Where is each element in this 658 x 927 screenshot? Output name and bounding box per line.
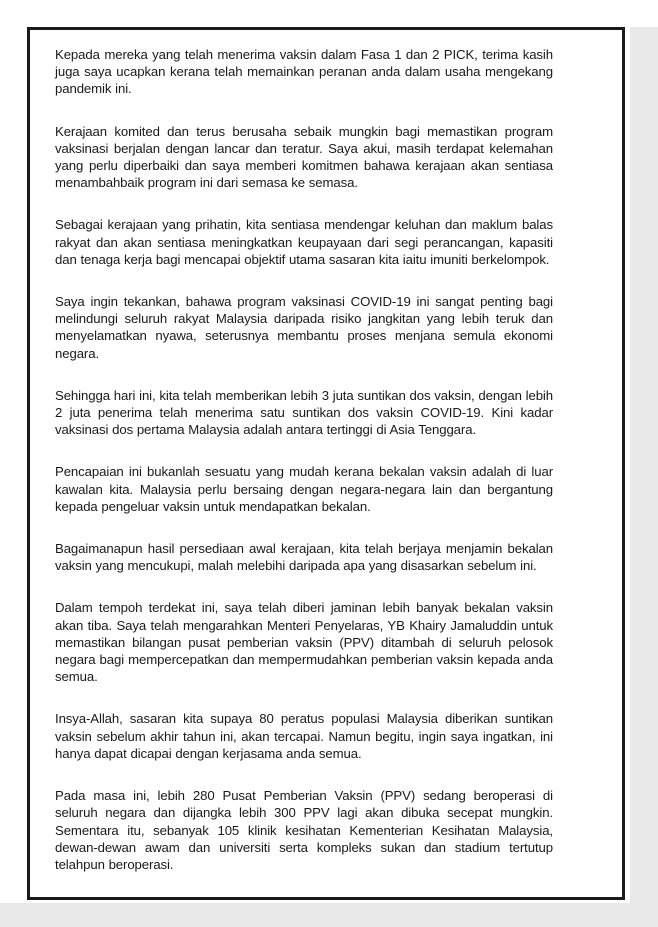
paragraph-7: Bagaimanapun hasil persediaan awal kerajaan, kita telah berjaya menjamin bekalan vaksin yang mencukupi, malah melebihi daripada apa yang disasarkan sebelum ini. bbox=[55, 541, 553, 574]
document-body bbox=[55, 46, 553, 898]
paragraph-2: Kerajaan komited dan terus berusaha sebaik mungkin bagi memastikan program vaksinasi berjalan dengan lancar dan teratur. Saya akui, masih terdapat kelemahan yang perlu diperbaiki dan saya memberi komitmen bahawa kerajaan akan sentiasa menambahbaik program ini dari semasa ke semasa. bbox=[55, 123, 553, 191]
page-shadow-bottom bbox=[0, 903, 658, 927]
paragraph-1: Kepada mereka yang telah menerima vaksin dalam Fasa 1 dan 2 PICK, terima kasih juga saya ucapkan kerana telah memainkan peranan anda dalam usaha mengekang pandemik ini. bbox=[55, 47, 553, 97]
paragraph-5: Sehingga hari ini, kita telah memberikan lebih 3 juta suntikan dos vaksin, dengan lebih 2 juta penerima telah menerima satu suntikan dos vaksin COVID-19. Kini kadar vaksinasi dos pertama Malaysia adalah antara tertinggi di Asia Tenggara. bbox=[55, 387, 553, 438]
page-shadow-right bbox=[630, 27, 658, 927]
paragraph-3: Sebagai kerajaan yang prihatin, kita sentiasa mendengar keluhan dan maklum balas rakyat dan akan sentiasa meningkatkan keupayaan dari segi perancangan, kapasiti dan tenaga kerja bagi mencapai objektif utama sasaran kita iaitu imuniti berkelompok. bbox=[55, 217, 553, 267]
paragraph-4: Saya ingin tekankan, bahawa program vaksinasi COVID-19 ini sangat penting bagi melindungi seluruh rakyat Malaysia daripada risiko jangkitan yang lebih teruk dan menyelamatkan nyawa, seterusnya membantu proses menjana semula ekonomi negara. bbox=[55, 294, 553, 361]
paragraph-6: Pencapaian ini bukanlah sesuatu yang mudah kerana bekalan vaksin adalah di luar kawalan kita. Malaysia perlu bersaing dengan negara-negara lain dan bergantung kepada pengeluar vaksin untuk mendapatkan bekalan. bbox=[55, 464, 553, 514]
paragraph-10: Pada masa ini, lebih 280 Pusat Pemberian Vaksin (PPV) sedang beroperasi di seluruh negara dan dijangka lebih 300 PPV lagi akan dibuka secepat mungkin. Sementara itu, sebanyak 105 klinik kesihatan Kementerian Kesihatan Malaysia, dewan-dewan awam dan universiti serta kompleks sukan dan stadium tertutup telahpun beroperasi. bbox=[55, 788, 553, 872]
paragraph-8: Dalam tempoh terdekat ini, saya telah diberi jaminan lebih banyak bekalan vaksin akan tiba. Saya telah mengarahkan Menteri Penyelaras, YB Khairy Jamaluddin untuk memastikan bilangan pusat pemberian vaksin (PPV) ditambah di seluruh pelosok negara bagi mempercepatkan dan mempermudahkan pemberian vaksin kepada anda semua. bbox=[55, 600, 553, 685]
paragraph-9: Insya-Allah, sasaran kita supaya 80 peratus populasi Malaysia diberikan suntikan vaksin sebelum akhir tahun ini, akan tercapai. Namun begitu, ingin saya ingatkan, ini hanya dapat dicapai dengan kerjasama anda semua. bbox=[55, 711, 553, 761]
